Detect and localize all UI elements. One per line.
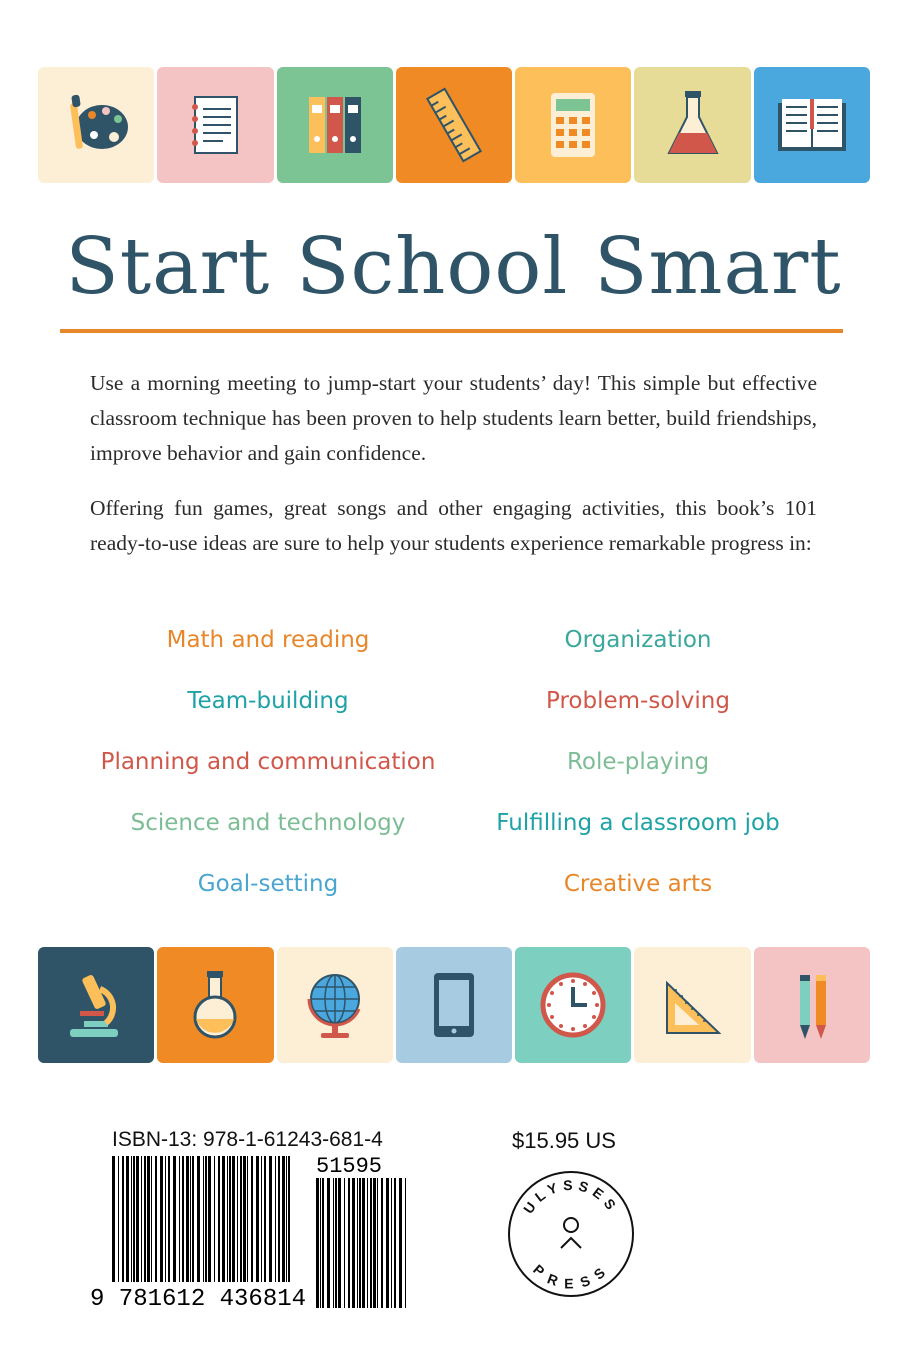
- topic-item: Science and technology: [130, 810, 406, 836]
- barcode-bar: [112, 1156, 115, 1282]
- barcode-bar: [348, 1178, 350, 1308]
- barcode-image: [90, 1150, 410, 1310]
- barcode-bar: [282, 1156, 285, 1282]
- clock-icon: [531, 963, 615, 1047]
- topics-list: [83, 622, 823, 902]
- round-flask-icon-tile: [157, 947, 273, 1063]
- ulysses-press-logo: [505, 1168, 637, 1300]
- intro-paragraph: Use a morning meeting to jump-start your students’ day! This simple but effective classroom technique has been proven to help students learn better, build friendships, improve behavior and gain confidence.: [90, 371, 817, 465]
- pencils-icon-tile: [754, 947, 870, 1063]
- barcode-bar: [335, 1178, 337, 1308]
- barcode-bar: [168, 1156, 170, 1282]
- barcode-bar: [205, 1156, 207, 1282]
- flask-icon: [651, 83, 735, 167]
- round-flask-icon: [173, 963, 257, 1047]
- topic-item: Organization: [564, 627, 712, 653]
- barcode-bar: [214, 1156, 215, 1282]
- pencils-icon: [770, 963, 854, 1047]
- barcode-bar: [316, 1178, 319, 1308]
- globe-icon-tile: [277, 947, 393, 1063]
- barcode-bar: [179, 1156, 180, 1282]
- barcode-bar: [151, 1156, 152, 1282]
- barcode-bar: [192, 1156, 194, 1282]
- barcode-bar: [394, 1178, 396, 1308]
- barcode-digits: 9 781612 436814: [90, 1286, 307, 1310]
- barcode-bar: [182, 1156, 184, 1282]
- barcode-bar: [160, 1156, 163, 1282]
- barcode-bar: [131, 1156, 132, 1282]
- barcode-bar: [197, 1156, 200, 1282]
- barcode-bar: [144, 1156, 146, 1282]
- barcode-bar: [399, 1178, 402, 1308]
- bottom-icon-row: [38, 947, 870, 1063]
- ruler-icon: [412, 83, 496, 167]
- price-label: $15.95 US: [512, 1128, 616, 1153]
- barcode-bar: [186, 1156, 189, 1282]
- palette-icon: [54, 83, 138, 167]
- barcode-bar: [286, 1156, 287, 1282]
- barcode-bar: [203, 1156, 204, 1282]
- barcode-bar: [256, 1156, 259, 1282]
- topic-item: Planning and communication: [100, 749, 436, 775]
- barcode-bar: [344, 1178, 345, 1308]
- barcode-bar: [357, 1178, 358, 1308]
- barcode-bar: [173, 1156, 176, 1282]
- tablet-icon: [412, 963, 496, 1047]
- binders-icon-tile: [277, 67, 393, 183]
- barcode-bar: [227, 1156, 228, 1282]
- barcode-bar: [264, 1156, 266, 1282]
- topic-item: Math and reading: [166, 627, 370, 653]
- barcode-bar: [222, 1156, 225, 1282]
- barcode-bar: [237, 1156, 238, 1282]
- calculator-icon-tile: [515, 67, 631, 183]
- topic-item: Team-building: [187, 688, 349, 714]
- barcode-bar: [338, 1178, 341, 1308]
- open-book-icon: [770, 83, 854, 167]
- barcode-bar: [122, 1156, 124, 1282]
- barcode-bar: [370, 1178, 372, 1308]
- barcode-bar: [275, 1156, 276, 1282]
- barcode-bar: [261, 1156, 262, 1282]
- barcode-bar: [322, 1178, 324, 1308]
- barcode-bar: [147, 1156, 150, 1282]
- barcode-bar: [333, 1178, 334, 1308]
- barcode-bar: [251, 1156, 253, 1282]
- binders-icon: [293, 83, 377, 167]
- barcode-bar: [247, 1156, 248, 1282]
- book-title: Start School Smart: [65, 222, 842, 312]
- barcode-bar: [386, 1178, 389, 1308]
- topic-item: Goal-setting: [197, 871, 339, 897]
- barcode-bar: [367, 1178, 368, 1308]
- microscope-icon-tile: [38, 947, 154, 1063]
- barcode-bar: [278, 1156, 280, 1282]
- notebook-icon-tile: [157, 67, 273, 183]
- barcode-bar: [352, 1178, 355, 1308]
- topic-item: Problem-solving: [546, 688, 730, 714]
- barcode-bar: [377, 1178, 378, 1308]
- svg-text:ULYSSES: ULYSSES: [520, 1176, 622, 1217]
- notebook-icon: [173, 83, 257, 167]
- barcode-bar: [391, 1178, 392, 1308]
- barcode-bar: [136, 1156, 139, 1282]
- barcode-bar: [240, 1156, 242, 1282]
- barcode-bar: [126, 1156, 129, 1282]
- flask-icon-tile: [634, 67, 750, 183]
- barcode-bar: [362, 1178, 365, 1308]
- barcode-bar: [165, 1156, 166, 1282]
- title-underline: [60, 329, 843, 333]
- barcode-bar: [190, 1156, 191, 1282]
- offering-paragraph: Offering fun games, great songs and other engaging activities, this book’s 101 ready-to-use ideas are sure to help your students experience remarkable progress in:: [90, 496, 817, 555]
- barcode-addon-digits: 51595: [316, 1154, 383, 1179]
- open-book-icon-tile: [754, 67, 870, 183]
- tablet-icon-tile: [396, 947, 512, 1063]
- clock-icon-tile: [515, 947, 631, 1063]
- svg-text:PRESS: PRESS: [530, 1261, 612, 1292]
- barcode-bar: [232, 1156, 235, 1282]
- barcode-bar: [327, 1178, 330, 1308]
- barcode-bar: [288, 1156, 290, 1282]
- barcode-bar: [373, 1178, 376, 1308]
- topic-item: Fulfilling a classroom job: [496, 810, 780, 836]
- barcode-bar: [243, 1156, 246, 1282]
- microscope-icon: [54, 963, 138, 1047]
- barcode-bar: [133, 1156, 135, 1282]
- set-square-icon: [651, 963, 735, 1047]
- ruler-icon-tile: [396, 67, 512, 183]
- barcode-bar: [229, 1156, 231, 1282]
- topic-item: Role-playing: [566, 749, 710, 775]
- set-square-icon-tile: [634, 947, 750, 1063]
- barcode-bar: [118, 1156, 119, 1282]
- barcode-bar: [320, 1178, 321, 1308]
- isbn-label: ISBN-13: 978-1-61243-681-4: [112, 1128, 383, 1151]
- globe-icon: [293, 963, 377, 1047]
- barcode-bar: [269, 1156, 272, 1282]
- barcode-bar: [208, 1156, 211, 1282]
- top-icon-row: [38, 67, 870, 183]
- barcode-bar: [141, 1156, 142, 1282]
- barcode-bar: [359, 1178, 361, 1308]
- barcode-bar: [405, 1178, 406, 1308]
- palette-icon-tile: [38, 67, 154, 183]
- barcode-bar: [218, 1156, 220, 1282]
- topic-item: Creative arts: [563, 871, 713, 897]
- barcode-bar: [155, 1156, 157, 1282]
- calculator-icon: [531, 83, 615, 167]
- barcode-bar: [381, 1178, 383, 1308]
